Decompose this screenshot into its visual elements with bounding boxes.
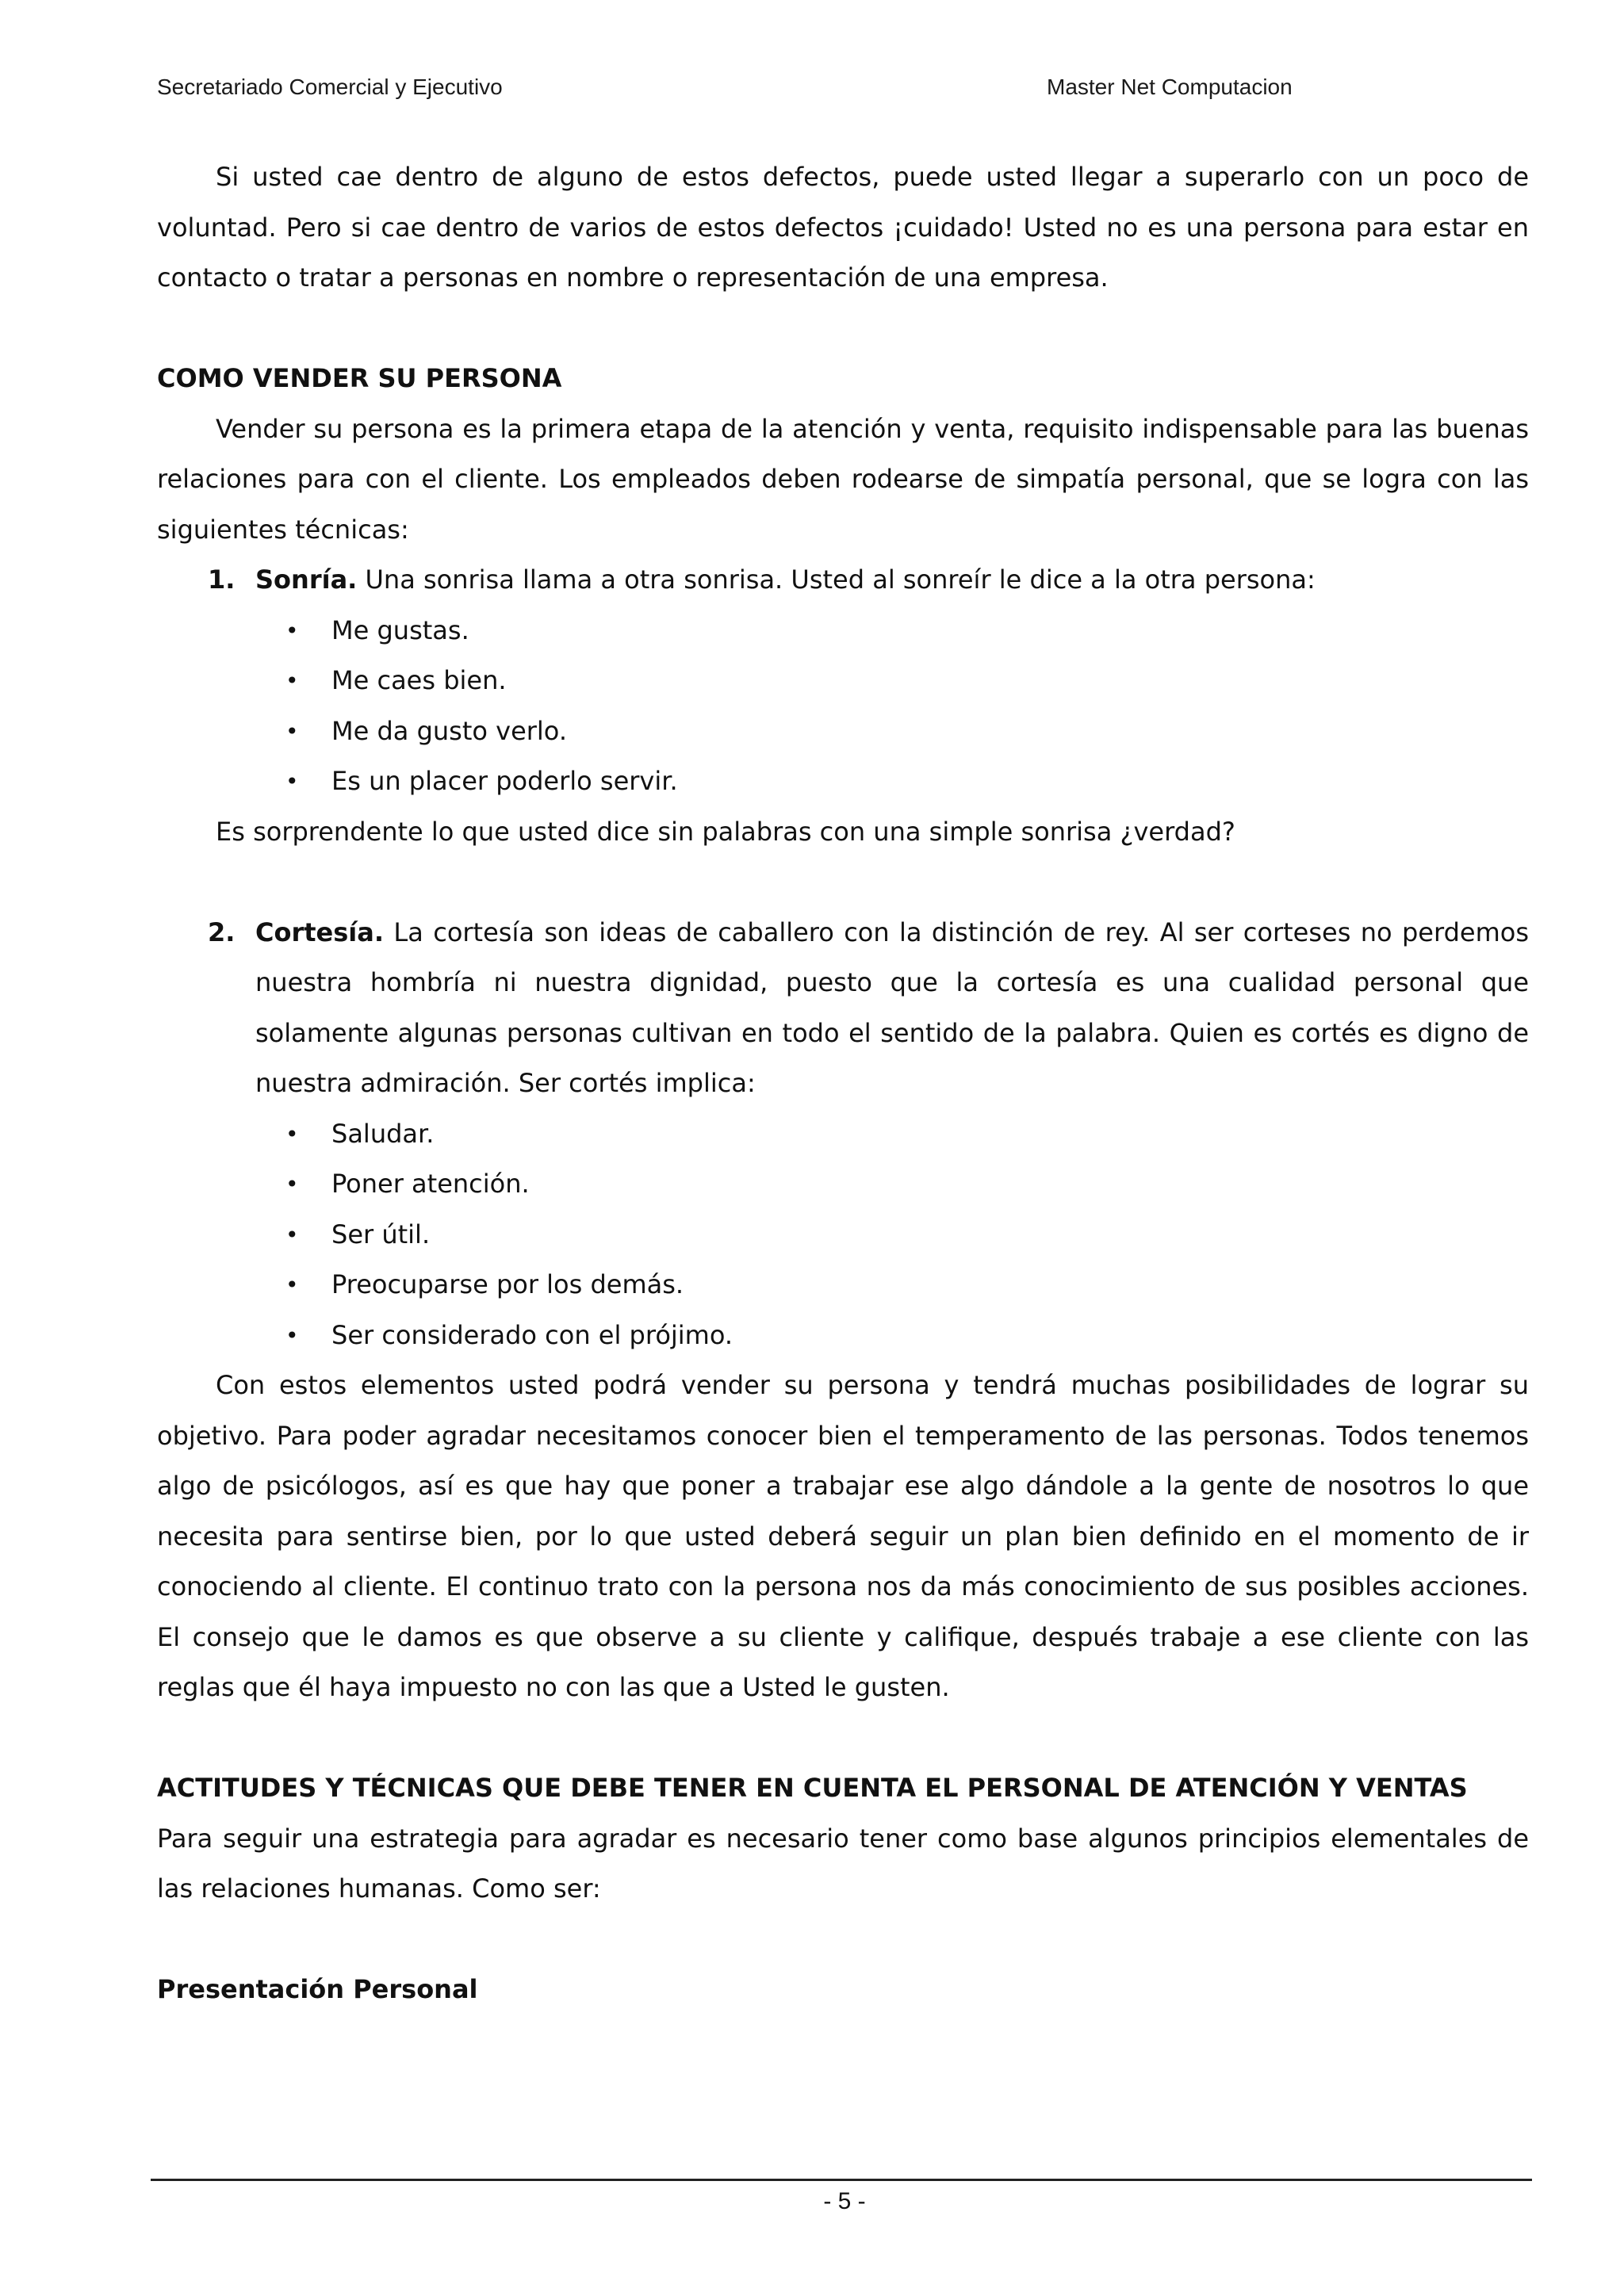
intro-paragraph: Si usted cae dentro de alguno de estos defectos, puede usted llegar a superarlo con un poco de voluntad. Pero si cae dentro de varios de estos defectos ¡cuidado! Usted no es una persona para estar en contacto o tratar a personas en nombre o representación de una empresa. [157,162,1529,293]
numbered-item-sonria [157,555,1529,606]
list-item: • Es un placer poderlo servir. [157,756,1529,807]
sonria-bullet-list [157,606,1529,807]
list-item: • Me da gusto verlo. [157,706,1529,757]
section-heading-actitudes: ACTITUDES Y TÉCNICAS QUE DEBE TENER EN CUENTA EL PERSONAL DE ATENCIÓN Y VENTAS [157,1773,1468,1803]
list-item: • Ser útil. [157,1210,1529,1261]
spacer [157,857,1529,908]
bullet-icon: • [285,1120,299,1147]
list-item: • Me caes bien. [157,656,1529,706]
item-title: Cortesía. [255,916,385,947]
numbered-item-cortesia [157,908,1529,1109]
vender-paragraph: Vender su persona es la primera etapa de la atención y venta, requisito indispensable para las buenas relaciones para con el cliente. Los empleados deben rodearse de simpatía personal, que se logra con las siguientes técnicas: [157,413,1529,545]
item-title: Sonría. [255,564,358,595]
elementos-paragraph: Con estos elementos usted podrá vender su persona y tendrá muchas posibilidades de lograr su objetivo. Para poder agradar necesitamos conocer bien el temperamento de las personas. Todos tenemos algo de psicólogos, así es que hay que poner a trabajar ese algo dándole a la gente de nosotros lo que necesita para sentirse bien, por lo que usted deberá seguir un plan bien definido en el momento de ir conociendo al cliente. El continuo trato con la persona nos da más conocimiento de sus posibles acciones. El consejo que le damos es que observe a su cliente y califique, después trabaje a ese cliente con las reglas que él haya impuesto no con las que a Usted le gusten. [157,1370,1529,1702]
page-number: - 5 - [823,2188,866,2214]
page-body [157,152,1529,2015]
section-heading-presentacion: Presentación Personal [157,1974,478,2004]
bullet-icon: • [285,768,299,794]
bullet-icon: • [285,668,299,694]
actitudes-paragraph: Para seguir una estrategia para agradar es necesario tener como base algunos principios elementales de las relaciones humanas. Como ser: [157,1823,1529,1904]
header-title-left: Secretariado Comercial y Ejecutivo [157,75,503,99]
spacer [157,1713,1529,1764]
bullet-icon: • [285,1272,299,1298]
item-text: La cortesía son ideas de caballero con la distinción de rey. Al ser corteses no perdemos nuestra hombría ni nuestra dignidad, puesto que la cortesía es una cualidad personal que solamente algunas personas cultivan en todo el sentido de la palabra. Quien es cortés es digno de nuestra admiración. Ser cortés implica: [255,916,1530,1098]
list-item: • Poner atención. [157,1159,1529,1210]
list-item: • Ser considerado con el prójimo. [157,1311,1529,1361]
bullet-icon: • [285,1171,299,1197]
bullet-icon: • [285,718,299,744]
list-item: • Saludar. [157,1109,1529,1160]
list-item: • Me gustas. [157,606,1529,656]
bullet-icon: • [285,1322,299,1349]
cortesia-bullet-list [157,1109,1529,1361]
footer-divider [151,2179,1532,2181]
header-title-right: Master Net Computacion [1047,75,1293,99]
spacer [157,1915,1529,1965]
list-item: • Preocuparse por los demás. [157,1260,1529,1311]
item-text: Una sonrisa llama a otra sonrisa. Usted al sonreír le dice a la otra persona: [365,564,1316,595]
bullet-icon: • [285,617,299,644]
section-heading-vender: COMO VENDER SU PERSONA [157,363,562,393]
sonria-closing-line: Es sorprendente lo que usted dice sin palabras con una simple sonrisa ¿verdad? [216,816,1235,847]
bullet-icon: • [285,1221,299,1248]
item-number: 2. [208,916,236,947]
spacer [157,304,1529,354]
item-number: 1. [208,564,236,595]
